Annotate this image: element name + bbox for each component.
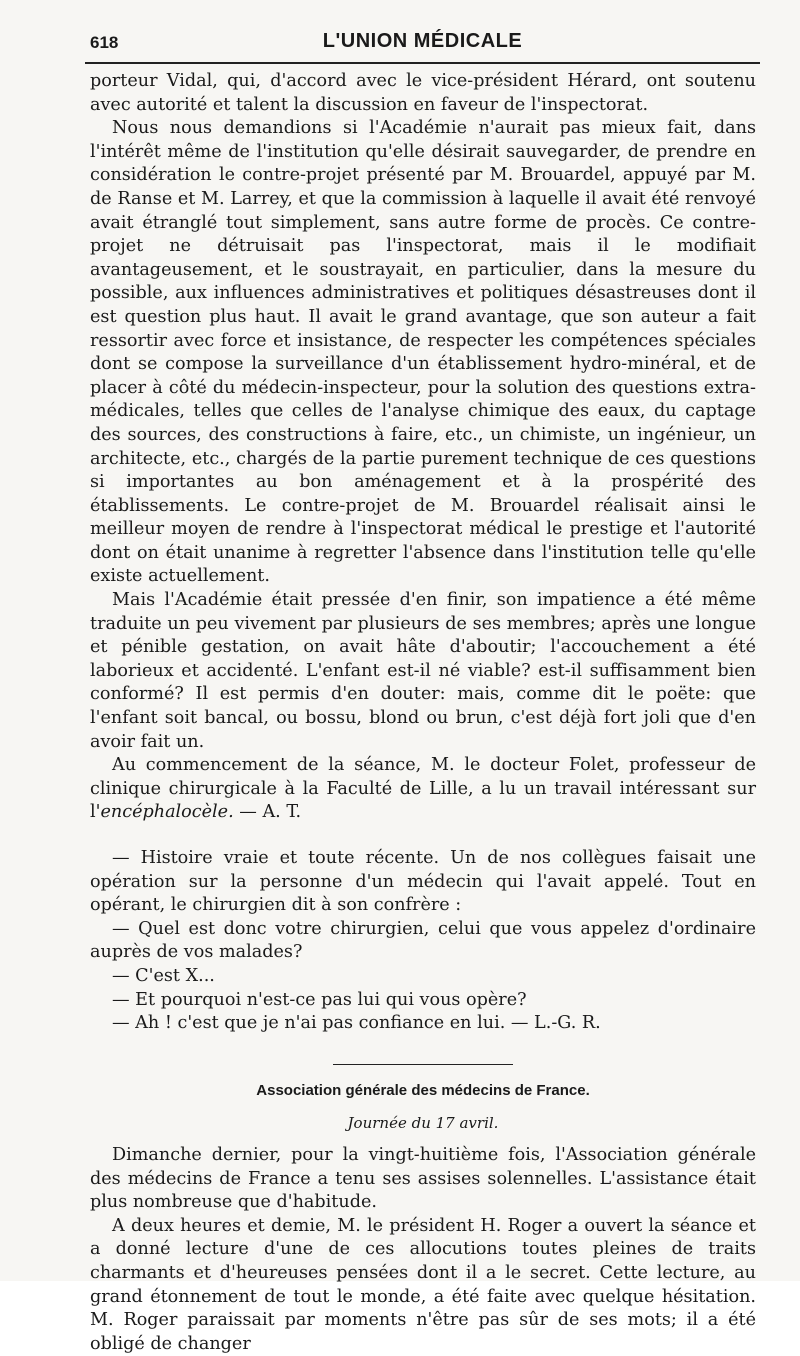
section-date: Journée du 17 avril.: [347, 1114, 499, 1133]
paragraph-contre-projet: Nous nous demandions si l'Académie n'aurait pas mieux fait, dans l'intérêt même de l'institution qu'elle désirait sauvegarder, de prendre en considération le contre-projet présenté par M. Brouardel, appuyé par M. de Ranse et M. Larrey, et que la commission à laquelle il avait été renvoyé avait étranglé tout simplement, sans autre forme de procès. Ce contre-projet ne détruisait pas l'inspectorat, mais il le modifiait avantageusement, et le soustrayait, en particulier, dans la mesure du possible, aux influences administratives et politiques désastreuses dont il est question plus haut. Il avait le grand avantage, que son auteur a fait ressortir avec force et insistance, de respecter les compétences spéciales dont se compose la surveillance d'un établissement hydro-minéral, et de placer à côté du médecin-inspecteur, pour la solution des questions extra-médicales, telles que celles de l'analyse chimique des eaux, du captage des sources, des constructions à faire, etc., un chimiste, un ingénieur, un architecte, etc., chargés de la partie purement technique de ces questions si importantes au bon aménagement et à la prospérité des établissements. Le contre-projet de M. Brouardel réalisait ainsi le meilleur moyen de rendre à l'inspectorat médical le prestige et l'autorité dont on était unanime à regretter l'absence dans l'institution telle qu'elle existe actuellement.: [90, 118, 756, 587]
paragraph-academie: Mais l'Académie était pressée d'en finir, son impatience a été même traduite un peu vivement par plusieurs de ses membres; après une longue et pénible gestation, on avait hâte d'aboutir; l'accouchement a été laborieux et accidenté. L'enfant est-il né viable? est-il suffisamment bien conformé? Il est permis d'en douter: mais, comme dit le poëte: que l'enfant soit bancal, ou bossu, blond ou brun, c'est déjà fort joli que d'en avoir fait un.: [90, 590, 756, 752]
paragraph-folet-text: Au commencement de la séance, M. le docteur Folet, professeur de clinique chirurgicale à la Faculté de Lille, a lu un travail intéressant sur: [90, 755, 756, 799]
encephalocele-term: encéphalocèle.: [100, 802, 234, 823]
paragraph-continuation: porteur Vidal, qui, d'accord avec le vice-président Hérard, ont soutenu avec autorité et talent la discussion en faveur de l'inspectorat.: [90, 71, 756, 115]
section-divider: [333, 1064, 513, 1065]
article-body: [90, 70, 756, 1356]
section-title: Association générale des médecins de France.: [256, 1081, 590, 1099]
author-signature: — A. T.: [233, 802, 302, 823]
header-rule: [85, 62, 760, 64]
paragraph-folet: [90, 754, 756, 825]
anecdote-line: — Quel est donc votre chirurgien, celui que vous appelez d'ordinaire auprès de vos malades?: [90, 918, 756, 963]
section-paragraph: A deux heures et demie, M. le président H. Roger a ouvert la séance et a donné lecture d'une de ces allocutions toutes pleines de traits charmants et d'heureuses pensées dont il a le secret. Cette lecture, au grand étonnement de tout le monde, a été faite avec quelque hésitation. M. Roger paraissait par moments n'être pas sûr de ses mots; il a été obligé de changer: [90, 1215, 756, 1354]
anecdote-line: — Ah ! c'est que je n'ai pas confiance en lui. — L.-G. R.: [112, 1013, 601, 1034]
encephalocele-prefix: l': [90, 802, 101, 823]
page-number: 618: [90, 33, 119, 52]
anecdote-line: — Et pourquoi n'est-ce pas lui qui vous opère?: [112, 989, 527, 1010]
anecdote-line: — C'est X...: [112, 965, 215, 986]
section-paragraph: Dimanche dernier, pour la vingt-huitième fois, l'Association générale des médecins de France a tenu ses assises solennelles. L'assistance était plus nombreuse que d'habitude.: [90, 1144, 756, 1213]
running-title: L'UNION MÉDICALE: [322, 30, 523, 52]
page-header: [85, 20, 760, 60]
anecdote-line: — Histoire vraie et toute récente. Un de nos collègues faisait une opération sur la personne d'un médecin qui l'avait appelé. Tout en opérant, le chirurgien dit à son confrère :: [90, 848, 756, 916]
